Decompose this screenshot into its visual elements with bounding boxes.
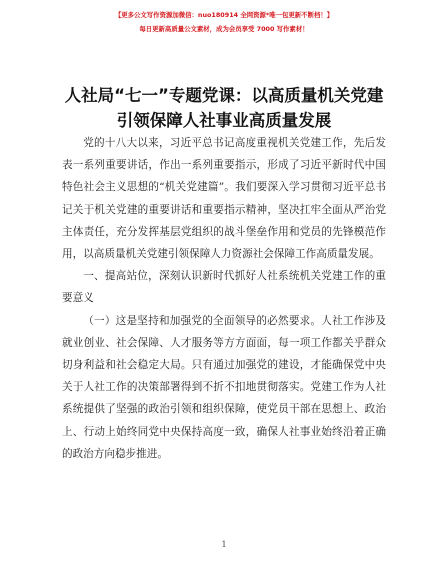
page-number: 1: [221, 540, 227, 549]
promo-banner-line2: 每日更新高质量公文素材，成为会员享受 7000 写作素材！: [139, 25, 309, 33]
document-title-line2: 引领保障人社事业高质量发展: [116, 111, 332, 130]
intro-paragraph: 党的十八大以来，习近平总书记高度重视机关党建工作，先后发表一系列重要讲话，作出一系列重要指示，形成了习近平新时代中国特色社会主义思想的“机关党建篇”。我们要深入学习贯彻习近平总书记关于机关党建的重要讲话和重要指示精神，坚决扛牢全面从严治党主体责任，充分发挥基层党组织的战斗堡垒作用和党员的先锋模范作用，以高质量机关党建引领保障人力资源社会保障工作高质量发展。: [62, 137, 386, 261]
document-body: [62, 132, 386, 465]
document-title-line1: 人社局“七一”专题党课：以高质量机关党建: [64, 86, 384, 105]
promo-banner: [0, 8, 448, 36]
promo-banner-line1: 【更多公文写作资源加微信：nuo180914 全网资源*唯一包更新不断档！】: [114, 11, 334, 19]
document-title: [0, 83, 448, 133]
section-heading: 一、提高站位，深刻认识新时代抓好人社系统机关党建工作的重要意义: [62, 270, 386, 305]
subsection-paragraph: （一）这是坚持和加强党的全面领导的必然要求。人社工作涉及就业创业、社会保障、人才服务等方方面面，每一项工作都关乎群众切身利益和社会稳定大局。只有通过加强党的建设，才能确保党中央关于人社工作的决策部署得到不折不扣地贯彻落实。党建工作为人社系统提供了坚强的政治引领和组织保障，使党员干部在思想上、政治上、行动上始终同党中央保持高度一致，确保人社事业始终沿着正确的政治方向稳步推进。: [62, 314, 386, 460]
